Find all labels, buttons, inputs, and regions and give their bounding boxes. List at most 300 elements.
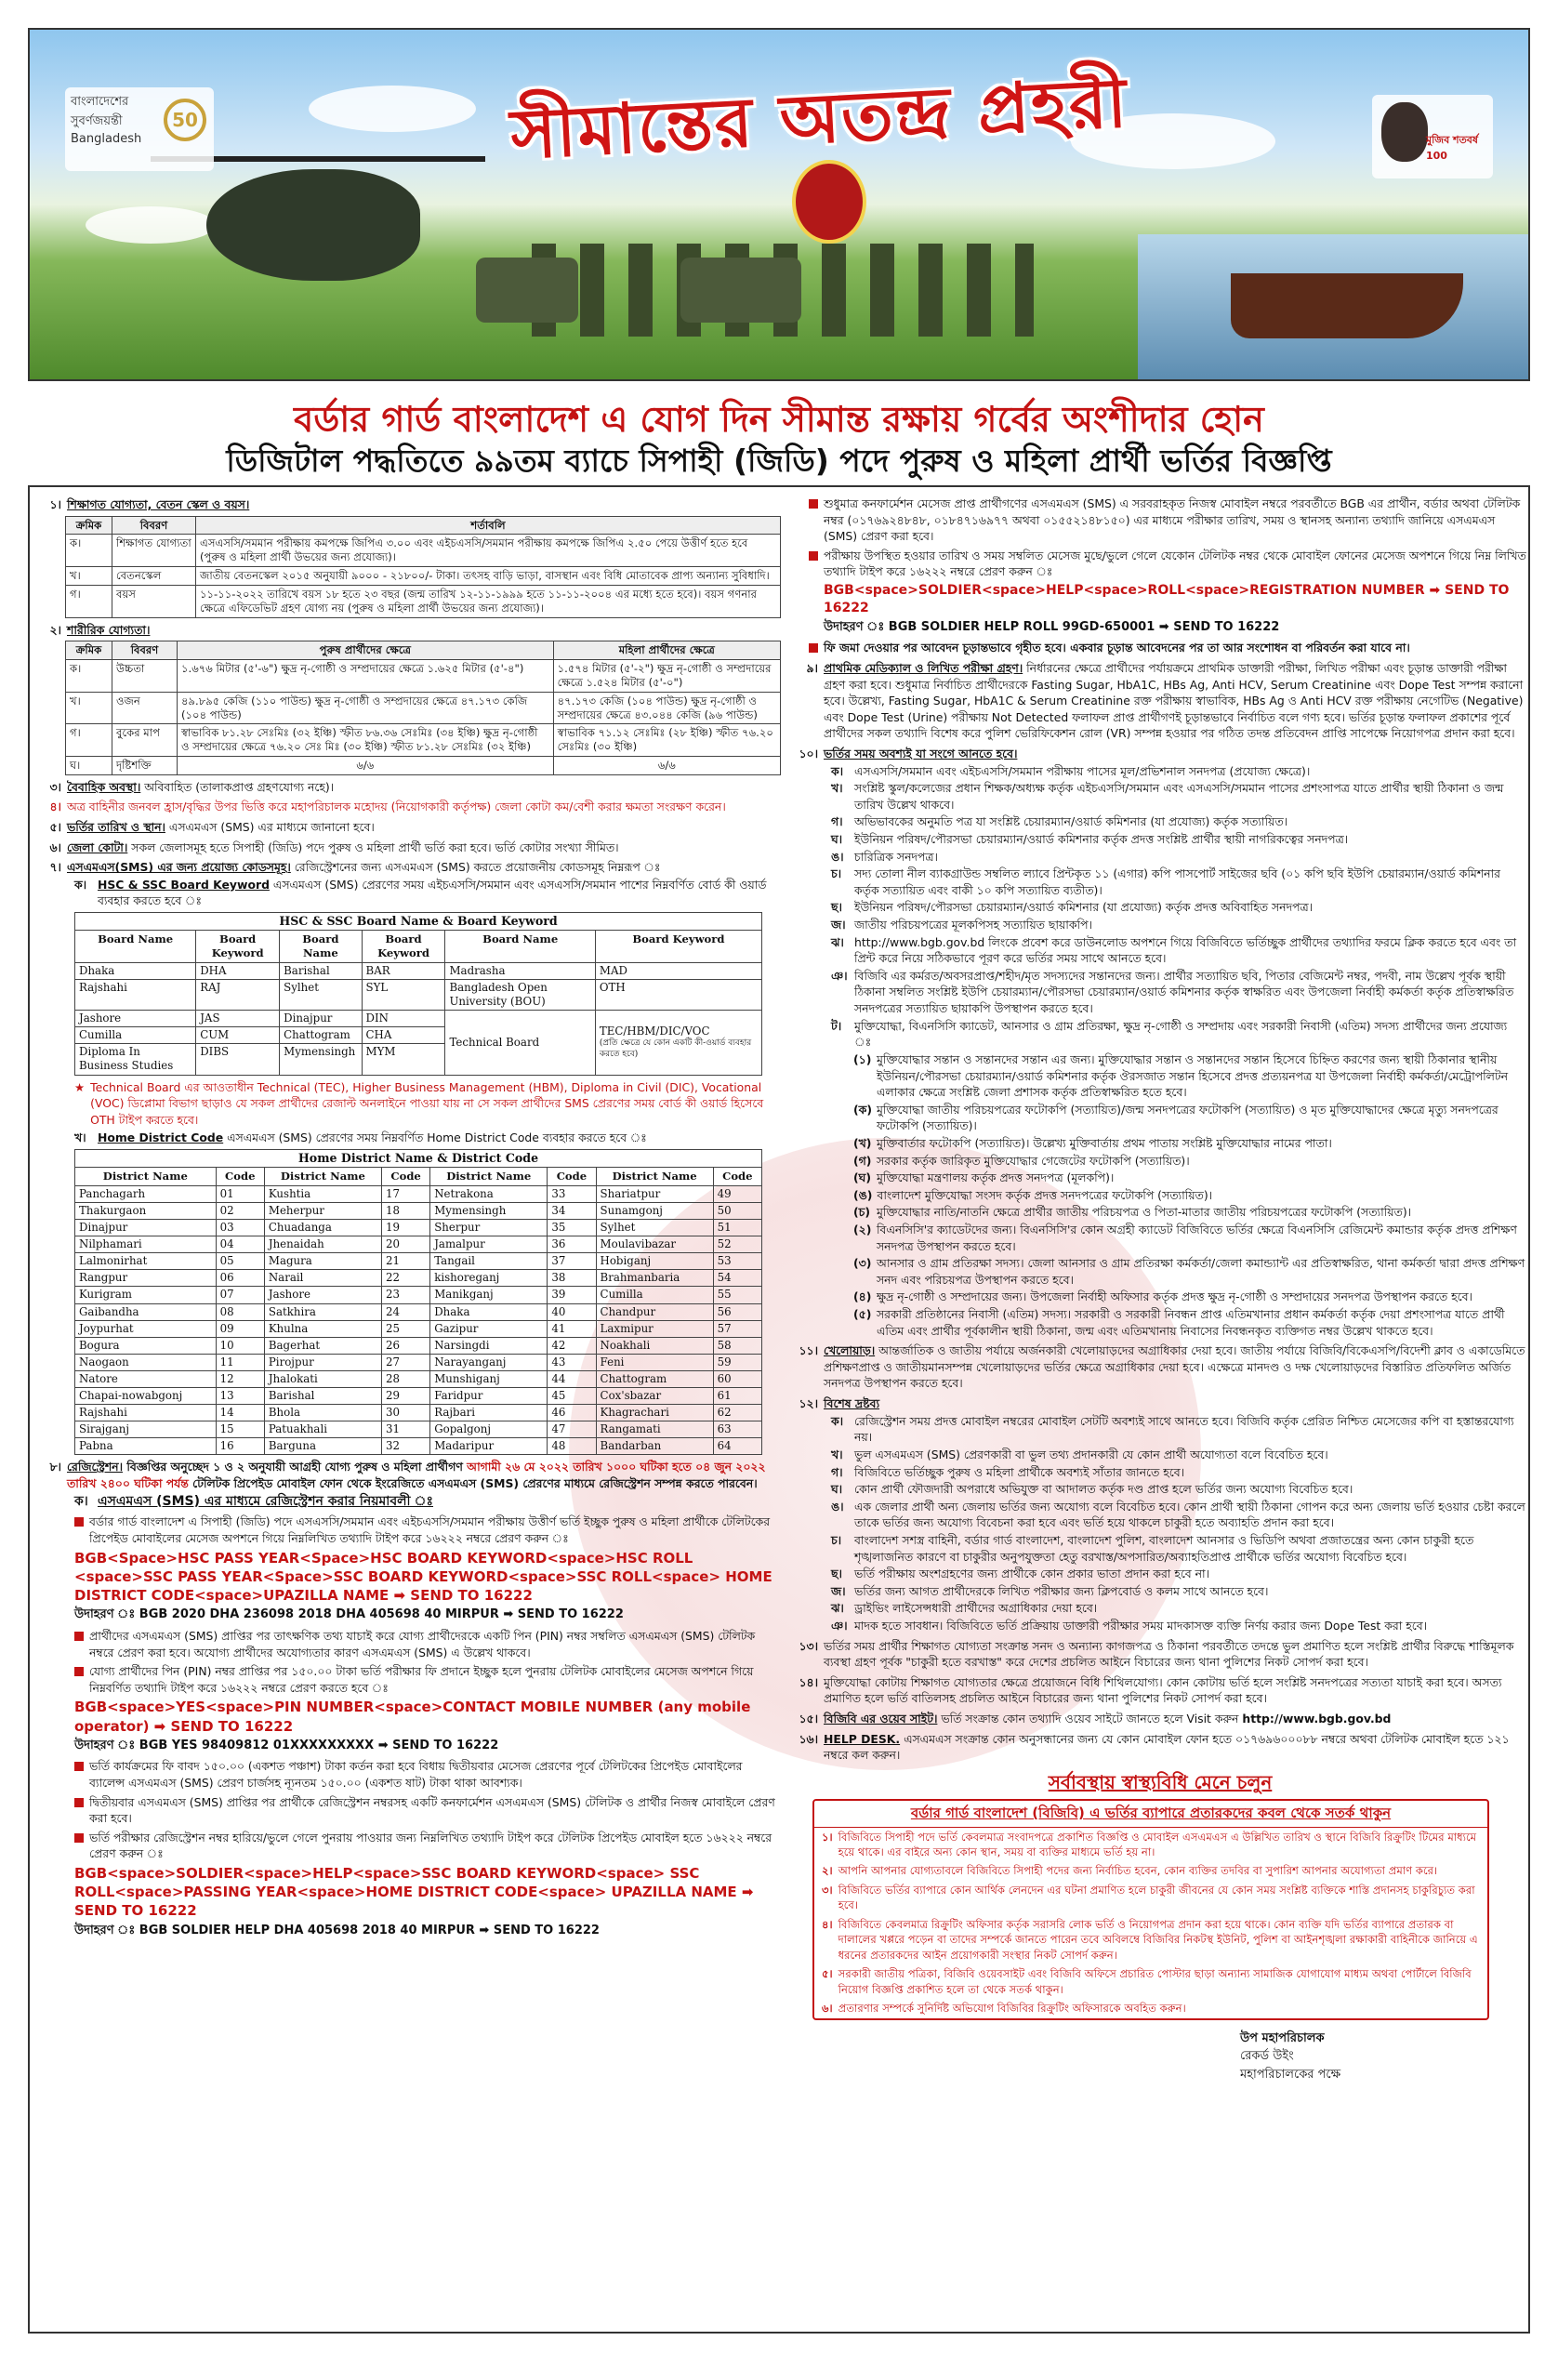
table-cell: Netrakona (430, 1185, 548, 1202)
table-row (66, 660, 781, 693)
table-cell: 01 (216, 1185, 264, 1202)
table-cell: Nilphamari (75, 1236, 217, 1253)
table-cell: 38 (548, 1270, 596, 1287)
section-10 (794, 746, 1526, 762)
table-cell: Chandpur (596, 1303, 713, 1320)
section-text: টেলিটক প্রিপেইড মোবাইল ফোন থেকে ইংরেজিতে এসএমএস (SMS) প্রেরণের মাধ্যমে রেজিস্ট্রেশন সম্পন্ন করতে পারবেন। (192, 1475, 758, 1490)
list-item (853, 1051, 1526, 1101)
signature-line: উপ মহাপরিচালক (1240, 2030, 1325, 2045)
section-number: ১৫। (799, 1712, 818, 1726)
item-text: রেজিস্ট্রেশন সময় প্রদত্ত মোবাইল নম্বরের মোবাইল সেটটি অবশ্যই সাথে আনতে হবে। বিজিবি কর্তৃক প্রেরিত নিশ্চিত মেসেজের কপি বা হস্তান্তরযোগ্য নয়। (854, 1413, 1514, 1445)
section-title: শিক্ষাগত যোগ্যতা, বেতন স্কেল ও বয়স। (67, 497, 250, 511)
section-title: ভর্তির তারিখ ও স্থান। (67, 820, 165, 835)
table-caption: HSC & SSC Board Name & Board Keyword (75, 913, 762, 931)
item-text: সরকার কর্তৃক জারিকৃত মুক্তিযোদ্ধার গেজেটের ফটোকপি (সত্যায়িত)। (877, 1153, 1190, 1168)
item-text: প্রতারণার সম্পর্কে সুনির্দিষ্ট অভিযোগ বিজিবির রিক্রুটিং অফিসারকে অবহিত করুন। (838, 2002, 1186, 2016)
table-cell: 49 (713, 1185, 761, 1202)
table-cell: গ। (66, 724, 112, 757)
table-row (66, 585, 781, 617)
section-text: এসএমএস সংক্রান্ত কোন অনুসন্ধানের জন্য যে কোন মোবাইল ফোন হতে ০১৭৬৯৬০০০৮৮ নম্বরে অথবা টেলিটক মোবাইল হতে ১২১ নম্বরে কল করুন। (824, 1731, 1510, 1763)
required-documents-list (794, 763, 1526, 1051)
table-cell: ১১-১১-২০২২ তারিখে বয়স ১৮ হতে ২৩ বছর (জন্ম তারিখ ১২-১১-১৯৯৯ হতে ১১-১১-২০০৪ এর মধ্যে হতে হবে)। বয়স গণনার ক্ষেত্রে এফিডেভিট গ্রহণ যোগ্য নয় (পুরুষ ও মহিলা প্রার্থী উভয়ের জন্য প্রযোজ্য)। (196, 585, 781, 617)
warning-item (814, 1828, 1487, 1862)
item-label: ঘ। (831, 1482, 843, 1497)
table-cell: 55 (713, 1287, 761, 1303)
table-cell: 56 (713, 1303, 761, 1320)
table-header-row (66, 516, 781, 535)
item-label: ঝ। (831, 1601, 844, 1616)
table-cell: 58 (713, 1337, 761, 1354)
item-text: মুক্তিযোদ্ধা জাতীয় পরিচয়পত্রের ফটোকপি (সত্যায়িত)/জন্ম সনদপত্রের ফটোকপি (সত্যায়িত) ও মৃত মুক্তিযোদ্ধাদের ক্ষেত্রে মৃত্যু সনদপত্রের ফটোকপি (সত্যায়িত)। (877, 1102, 1499, 1133)
table-cell: Naogaon (75, 1354, 217, 1370)
table-row (66, 692, 781, 724)
item-text: ভর্তির জন্য আগত প্রার্থীদেরকে লিখিত পরীক্ষার জন্য ক্লিপবোর্ড ও কলম সাথে আনতে হবে। (854, 1583, 1269, 1598)
section-5 (37, 819, 781, 836)
table-cell: Rajshahi (75, 1405, 217, 1421)
table-cell: Mymensingh (280, 1044, 362, 1075)
table-cell: 28 (381, 1370, 429, 1387)
table-cell: 57 (713, 1320, 761, 1337)
sms-step-3 (74, 1663, 781, 1696)
item-label: (৪) (853, 1289, 872, 1304)
section-4 (37, 799, 781, 815)
table-cell: Khulna (264, 1320, 381, 1337)
table-cell: JAS (196, 1011, 280, 1027)
table-cell: CUM (196, 1027, 280, 1044)
item-text: বিএনসিসি'র ক্যাডেটদের জন্য। বিএনসিসি'র কোন অগ্রহী ক্যাডেট বিজিবিতে ভর্তির ক্ষেত্রে বিএনসিসি রেজিমেন্ট কমান্ডার কর্তৃক প্রদত্ত প্রশিক্ষণ সনদপত্র উপস্থাপন করতে হবে। (877, 1223, 1517, 1253)
section-text: আন্তর্জাতিক ও জাতীয় পর্যায়ে অর্জনকারী খেলোয়াড়দের অগ্রাধিকার দেয়া হবে। জাতীয় পর্যায়ে বিজিবি/বিকেএসপি/বিদেশী ক্লাব ও একাডেমিতে প্রশিক্ষণপ্রাপ্ত ও জাতীয়মানসম্পন্ন খেলোয়াড়দের ভর্তির ক্ষেত্রে অগ্রাধিকার দেয়া হবে। এক্ষেত্রে মানদণ্ড ও দক্ষ খেলোয়াড়দের বিস্তারিত প্রতিফলিত অর্জিত সনদপত্র উপস্থাপন করতে হবে। (824, 1343, 1525, 1391)
section-text: মুক্তিযোদ্ধা কোটায় শিক্ষাগত যোগ্যতার ক্ষেত্রে প্রয়োজনে বিধি শিথিলযোগ্য। কোন কোটায় ভর্তি হলে সংশ্লিষ্ট সনদপত্রের সত্যতা যাচাই করা হবে। অসত্য প্রমাণিত হলে ভর্তি বাতিলসহ প্রচলিত আইনে বিচারের জন্য থানা পুলিশের নিকট সোপর্দ করা হবে। (824, 1674, 1502, 1706)
tech-board-bullet (74, 1079, 781, 1129)
list-item (831, 1413, 1526, 1446)
section-number: ৭। (49, 860, 61, 875)
list-item (831, 968, 1526, 1017)
table-cell: Natore (75, 1370, 217, 1387)
table-cell: 45 (548, 1388, 596, 1405)
table-cell: 23 (381, 1287, 429, 1303)
table-cell: জাতীয় বেতনস্কেল ২০১৫ অনুযায়ী ৯০০০ - ২১৮০০/- টাকা। তৎসহ বাড়ি ভাড়া, বাসস্থান এবং বিধি মোতাবেক প্রাপ্য অন্যান্য সুবিধাদি। (196, 567, 781, 586)
patrol-boat-image (1231, 273, 1463, 338)
item-text: বিজিবি এর কর্মরত/অবসরপ্রাপ্ত/শহীদ/মৃত সদস্যদের সন্তানদের জন্য। প্রার্থীর সত্যায়িত ছবি, পিতার বেজিমেন্ট নম্বর, পদবী, নাম উল্লেখ পূর্বক স্থায়ী ঠিকানা সম্বলিত সংশ্লিষ্ট ইউপি চেয়ারম্যান/পৌরসভা চেয়ারম্যান/ওয়ার্ড কমিশনার কর্তৃক স্বাক্ষরিত এবং উপজেলা নির্বাহী কর্মকর্তা কর্তৃক প্রতিস্বাক্ষরিত সনদপত্রের সত্যায়িত ছায়াকপি উপস্থাপন করতে হবে। (854, 968, 1514, 1016)
table-cell: 60 (713, 1370, 761, 1387)
table-header: Code (713, 1168, 761, 1186)
table-row (66, 724, 781, 757)
table-cell: 24 (381, 1303, 429, 1320)
table-cell: Laxmipur (596, 1320, 713, 1337)
table-cell: ১.৬৭৬ মিটার (৫'-৬") ক্ষুদ্র নৃ-গোষ্ঠী ও সম্প্রদায়ের ক্ষেত্রে ১.৬২৫ মিটার (৫'-৪") (178, 660, 554, 693)
table-cell: শিক্ষাগত যোগ্যতা (112, 535, 196, 567)
bullet-icon (809, 499, 818, 509)
table-cell: Shariatpur (596, 1185, 713, 1202)
item-text: সদ্য তোলা নীল ব্যাকগ্রাউন্ড সম্বলিত ল্যাবে প্রিন্টকৃত ১১ (এগার) কপি পাসপোর্ট সাইজের ছবি (০১ কপি ছবি ইউপি চেয়ারম্যান/ওয়ার্ড কমিশনার কর্তৃক সত্যায়িত এবং বাকী ১০ কপি সত্যায়িত ব্যতীত)। (854, 866, 1500, 897)
table-cell: Satkhira (264, 1303, 381, 1320)
table-row (75, 979, 762, 1010)
table-header: ক্রমিক (66, 641, 112, 660)
table-cell: 31 (381, 1421, 429, 1438)
table-cell: Jhenaidah (264, 1236, 381, 1253)
table-cell: Sirajganj (75, 1421, 217, 1438)
table-cell: খ। (66, 692, 112, 724)
item-text: মাদক হতে সাবধান। বিজিবিতে ভর্তি প্রক্রিয়ায় ডাক্তারী পরীক্ষার সময় মাদকাসক্ত ব্যক্তি নির্ণয় করার জন্য Dope Test করা হবে। (854, 1619, 1428, 1633)
list-item (853, 1135, 1526, 1152)
table-header: Board Keyword (595, 931, 761, 963)
right-column (794, 493, 1526, 2326)
signature-block (1240, 2030, 1526, 2084)
section-number: ১২। (799, 1396, 818, 1411)
list-item (831, 831, 1526, 848)
sms-step-6 (74, 1830, 781, 1862)
item-label: চ। (831, 866, 842, 881)
qualification-table-wrap (65, 516, 781, 618)
table-header: Code (216, 1168, 264, 1186)
table-cell: Jhalokati (264, 1370, 381, 1387)
table-cell: RAJ (196, 979, 280, 1010)
section-number: ৬। (49, 840, 61, 854)
table-row (75, 1337, 762, 1354)
item-text: মুক্তিযোদ্ধা মন্ত্রণালয় কর্তৃক প্রদত্ত সনদপত্র (মূলকপি)। (877, 1170, 1115, 1185)
table-cell: 15 (216, 1421, 264, 1438)
table-cell: Rajshahi (75, 979, 196, 1010)
sms-example-2: উদাহরণ ঃ BGB YES 98409812 01XXXXXXXXX ➡ SEND TO 16222 (74, 1738, 499, 1752)
table-cell: 02 (216, 1202, 264, 1219)
table-cell: Dinajpur (75, 1220, 217, 1236)
table-cell: ৪৯.৮৯৫ কেজি (১১০ পাউন্ড) ক্ষুদ্র নৃ-গোষ্ঠী ও সম্প্রদায়ের ক্ষেত্রে ৪৭.১৭৩ কেজি (১০৪ পাউন্ড) (178, 692, 554, 724)
table-cell: Dhaka (75, 962, 196, 979)
website-link[interactable]: http://www.bgb.gov.bd (1242, 1712, 1392, 1726)
table-cell: 36 (548, 1236, 596, 1253)
table-cell: Gopalgonj (430, 1421, 548, 1438)
item-label: ৩। (822, 1883, 833, 1897)
district-code-intro (74, 1130, 781, 1146)
table-header: ক্রমিক (66, 516, 112, 535)
tech-board-text: Technical Board এর আওতাধীন Technical (TEC), Higher Business Management (HBM), Diploma in Civil (DIC), Vocational (VOC) ডিপ্লোমা বিভাগ ছাড়াও যে সকল প্রার্থীদের রেজাল্ট অনলাইনে পাওয়া যায় না সে সকল প্রার্থীদের SMS প্রেরণের সময় বোর্ড কী ওয়ার্ড হিসেবে OTH টাইপ করতে হবে। (90, 1079, 764, 1127)
section-16 (794, 1731, 1526, 1764)
item-label: ১। (822, 1830, 833, 1844)
table-cell: 27 (381, 1354, 429, 1370)
step-text: দ্বিতীয়বার এসএমএস (SMS) প্রাপ্তির পর প্রার্থীকে রেজিস্ট্রেশন নম্বরসহ একটি কনফার্মেশন এসএমএস (SMS) টেলিটক ও প্রার্থীর নিজস্ব মোবাইলে প্রেরণ করা হবে। (89, 1794, 775, 1826)
section-7 (37, 859, 781, 876)
item-label: (১) (853, 1051, 872, 1066)
item-label: জ। (831, 918, 846, 932)
sms-format-4: BGB<space>SOLDIER<space>HELP<space>ROLL<space>REGISTRATION NUMBER ➡ SEND TO 16222 (824, 583, 1510, 615)
table-cell: এসএসসি/সমমান পরীক্ষায় কমপক্ষে জিপিএ ৩.০০ এবং এইচএসসি/সমমান পরীক্ষায় কমপক্ষে জিপিএ ২.৫০ পেয়ে উত্তীর্ণ হতে হবে (পুরুষ ও মহিলা প্রার্থী উভয়ের জন্য প্রযোজ্য)। (196, 535, 781, 567)
forgot-schedule-note (809, 548, 1526, 580)
item-title: এসএমএস (SMS) এর মাধ্যমে রেজিস্ট্রেশন করার নিয়মাবলী ঃ (98, 1493, 434, 1509)
list-item (853, 1255, 1526, 1288)
bullet-icon (74, 1762, 84, 1771)
item-label: গ। (831, 814, 843, 829)
mujib-borsho-logo (1372, 95, 1493, 178)
table-cell: 59 (713, 1354, 761, 1370)
section-3 (37, 779, 781, 796)
table-cell: গ। (66, 585, 112, 617)
section-9 (794, 660, 1526, 742)
item-text: বাংলাদেশ মুক্তিযোদ্ধা সংসদ কর্তৃক প্রদত্ত সনদপত্রের ফটোকপি (সত্যায়িত)। (877, 1187, 1213, 1202)
health-slogan: সর্বাবস্থায় স্বাস্থ্যবিধি মেনে চলুন (1048, 1770, 1273, 1793)
item-label: (খ) (853, 1135, 872, 1150)
table-row (75, 1236, 762, 1253)
item-label: খ। (831, 781, 843, 796)
section-8 (37, 1459, 781, 1491)
item-text: এসএমএস (SMS) প্রেরণের সময় নিম্নবর্ণিত Home District Code ব্যবহার করতে হবে ঃ (227, 1130, 647, 1145)
subheadline: ডিজিটাল পদ্ধতিতে ৯৯তম ব্যাচে সিপাহী (জিডি) পদে পুরুষ ও মহিলা প্রার্থী ভর্তির বিজ্ঞপ্তি (226, 443, 1332, 479)
item-text: ড্রাইভিং লাইসেন্সধারী প্রার্থীদের অগ্রাধিকার দেয়া হবে। (854, 1601, 1098, 1616)
table-cell: ওজন (112, 692, 178, 724)
step-text: বর্ডার গার্ড বাংলাদেশ এ সিপাহী (জিডি) পদে এসএসসি/সমমান এবং এইচএসসি/সমমান পরীক্ষায় উত্তীর্ণ ভর্তি ইচ্ছুক পুরুষ ও মহিলা প্রার্থীকে টেলিটকের প্রিপেইড মোবাইলের মেসেজ অপশনে গিয়ে নিম্নলিখিত তথ্যাদি টাইপ করে ১৬২২২ নম্বরে প্রেরণ করুন ঃ (89, 1514, 771, 1546)
table-cell: Chattogram (596, 1370, 713, 1387)
table-cell: Jamalpur (430, 1236, 548, 1253)
list-item (831, 1447, 1526, 1463)
table-row (75, 1405, 762, 1421)
warning-item (814, 1861, 1487, 1880)
list-item (831, 1481, 1526, 1498)
list-item (853, 1204, 1526, 1221)
quota-documents-list (794, 1051, 1526, 1339)
table-row (75, 1202, 762, 1219)
table-cell: 52 (713, 1236, 761, 1253)
list-item (831, 1499, 1526, 1531)
section-text: অবিবাহিত (তালাকপ্রাপ্ত গ্রহণযোগ্য নহে)। (144, 779, 335, 794)
section-title: বৈবাহিক অবস্থা। (67, 779, 141, 794)
table-header: বিবরণ (112, 641, 178, 660)
section-title: বিজিবি এর ওয়েব সাইট। (824, 1712, 938, 1726)
table-header: Board Name (280, 931, 362, 963)
table-cell: 39 (548, 1287, 596, 1303)
table-cell: Gazipur (430, 1320, 548, 1337)
table-cell: Bangladesh Open University (BOU) (445, 979, 595, 1010)
table-cell: Cumilla (596, 1287, 713, 1303)
table-cell: 18 (381, 1202, 429, 1219)
item-text: জাতীয় পরিচয়পত্রের মূলকপিসহ সত্যায়িত ছায়াকপি। (854, 918, 1092, 932)
logo-left-text: বাংলাদেশের সুবর্ণজয়ন্তী Bangladesh (71, 95, 142, 146)
section-title: বিশেষ দ্রষ্টব্য (824, 1396, 880, 1411)
table-cell: ক। (66, 535, 112, 567)
table-cell: 47 (548, 1421, 596, 1438)
item-label: জ। (831, 1583, 846, 1598)
board-table-wrap (74, 912, 762, 1075)
section-number: ২। (49, 622, 61, 637)
item-label: (ঙ) (853, 1187, 873, 1202)
table-cell: Magura (264, 1253, 381, 1270)
item-text: সরকারী জাতীয় পত্রিকা, বিজিবি ওয়েবসাইট এবং বিজিবি অফিসে প্রচারিত পোস্টার ছাড়া অন্যান্য সামাজিক যোগাযোগ মাধ্যম অথবা পোর্টালে বিজিবি নিয়োগ বিজ্ঞপ্তি প্রকাশিত হলে তা থেকে সতর্ক থাকুন। (838, 1967, 1472, 1996)
table-cell: Lalmonirhat (75, 1253, 217, 1270)
list-item (853, 1102, 1526, 1134)
section-title: খেলোয়াড়। (824, 1343, 876, 1358)
left-column (37, 493, 781, 2326)
section-2 (37, 622, 781, 639)
content-area (28, 485, 1530, 2334)
item-label: ৫। (822, 1967, 833, 1981)
table-cell: Barishal (280, 962, 362, 979)
list-item (831, 1464, 1526, 1481)
list-item (853, 1306, 1526, 1339)
table-cell: 62 (713, 1405, 761, 1421)
logo-left-number: 50 (172, 109, 198, 131)
warning-item (814, 1881, 1487, 1915)
table-cell: 19 (381, 1220, 429, 1236)
section-title: ভর্তির সময় অবশ্যই যা সংগে আনতে হবে। (824, 746, 1018, 760)
section-13 (794, 1638, 1526, 1671)
table-cell: 50 (713, 1202, 761, 1219)
warning-item (814, 1999, 1487, 2017)
item-text: মুক্তিযোদ্ধার নাতি/নাতনি ক্ষেত্রে প্রার্থীর জাতীয় পরিচয়পত্র ও পিতা-মাতার জাতীয় পরিচয়পত্রের ফটোকপি (সত্যায়িত)। (877, 1205, 1412, 1220)
table-cell: DIN (362, 1011, 445, 1027)
step-text: যোগ্য প্রার্থীদের পিন (PIN) নম্বর প্রাপ্তির পর ১৫০.০০ টাকা ভর্তি পরীক্ষার ফি প্রদানে ইচ্ছুক হলে পুনরায় টেলিটক মোবাইলের মেসেজ অপশনে গিয়ে নিম্নবর্ণিত তথ্যাদি টাইপ করে ১৬২২২ নম্বরে প্রেরণ করতে হবে ঃ (89, 1664, 754, 1695)
table-cell: 44 (548, 1370, 596, 1387)
item-label: ট। (831, 1018, 842, 1033)
sms-rules-heading (74, 1493, 781, 1512)
section-number: ১১। (799, 1343, 818, 1358)
item-text: মুক্তিবার্তার ফটোকপি (সত্যায়িত)। উল্লেখ্য মুক্তিবার্তায় প্রথম পাতায় সংশ্লিষ্ট মুক্তিযোদ্ধার নামের পাতা। (877, 1135, 1332, 1150)
table-row (66, 535, 781, 567)
section-text: এসএমএস (SMS) এর মাধ্যমে জানানো হবে। (168, 820, 375, 835)
board-keyword-table (74, 912, 762, 1075)
table-cell: 30 (381, 1405, 429, 1421)
mujib-borsho-text: মুজিব শতবর্ষ 100 (1426, 134, 1478, 162)
item-text: বিজিবিতে ভর্তিচ্ছুক পুরুষ ও মহিলা প্রার্থীকে অবশ্যই সাঁতার জানতে হবে। (854, 1464, 1185, 1479)
item-label: ক। (74, 877, 87, 892)
list-item (831, 899, 1526, 916)
table-header: মহিলা প্রার্থীদের ক্ষেত্রে (553, 641, 780, 660)
table-cell: 54 (713, 1270, 761, 1287)
section-title: এসএমএস(SMS) এর জন্য প্রয়োজ্য কোডসমূহ। (67, 860, 291, 875)
fifty-badge-icon (164, 99, 206, 141)
table-cell: SYL (362, 979, 445, 1010)
signature-line: রেকর্ড উইং (1240, 2049, 1294, 2064)
table-cell: Dinajpur (280, 1011, 362, 1027)
list-item (853, 1289, 1526, 1305)
item-text: সংশ্লিষ্ট স্কুল/কলেজের প্রধান শিক্ষক/অধ্যক্ষ কর্তৃক এইচএসসি/সমমান এবং এসএসসি/সমমান পাসের প্রশংসাপত্র যাতে প্রার্থীর স্থায়ী ঠিকানা ও জন্ম তারিখ উল্লেখ থাকবে। (854, 781, 1504, 812)
table-cell: Tangail (430, 1253, 548, 1270)
note-text: পরীক্ষায় উপস্থিত হওয়ার তারিখ ও সময় সম্বলিত মেসেজ মুছে/ভুলে গেলে যেকোন টেলিটক নম্বর থেকে মোবাইল ফোনের মেসেজ অপশনে গিয়ে নিম্ন লিখিত তথ্যাদি টাইপ করে ১৬২২২ নম্বরে প্রেরণ করুন ঃ (824, 548, 1526, 579)
physical-table-wrap (65, 641, 781, 775)
table-cell: বুকের মাপ (112, 724, 178, 757)
item-text: ভর্তি পরীক্ষায় অংশগ্রহণের জন্য প্রার্থীকে কোন প্রকার ভাতা প্রদান করা হবে না। (854, 1567, 1210, 1581)
table-header: Code (548, 1168, 596, 1186)
item-label: (গ) (853, 1153, 872, 1168)
item-label: গ। (831, 1464, 843, 1479)
table-row (75, 1421, 762, 1438)
table-row (75, 1011, 762, 1027)
section-text: ভর্তি সংক্রান্ত কোন তথ্যাদি ওয়েব সাইটে জানতে হলে Visit করুন (941, 1712, 1239, 1726)
table-cell: Moulavibazar (596, 1236, 713, 1253)
table-cell: 08 (216, 1303, 264, 1320)
table-cell: Rajbari (430, 1405, 548, 1421)
list-item (853, 1187, 1526, 1204)
physical-table (65, 641, 781, 775)
table-cell: Joypurhat (75, 1320, 217, 1337)
table-cell: বয়স (112, 585, 196, 617)
item-label: (৩) (853, 1256, 872, 1271)
warning-item (814, 1915, 1487, 1964)
section-number: ১০। (799, 746, 818, 760)
table-cell: 37 (548, 1253, 596, 1270)
table-cell: Barguna (264, 1438, 381, 1455)
table-cell: 63 (713, 1421, 761, 1438)
section-title: প্রাথমিক মেডিক্যাল ও লিখিত পরীক্ষা গ্রহণ। (824, 660, 1023, 675)
item-text: সরকারী প্রতিষ্ঠানের নিবাসী (এতিম) সদস্য। সরকারী ও সরকারী নিবন্ধন প্রাপ্ত এতিমখানার প্রধান কর্মকর্তা কর্তৃক দেয়া প্রশংসাপত্র যাতে প্রার্থী এতিম এবং প্রার্থীর পূর্বকালীন স্থায়ী ঠিকানা, জন্ম এবং এতিমখানায় নিবাসের নিবন্ধনকৃত ব্যক্তিগত নম্বর উল্লেখ থাকতে হবে। (877, 1307, 1505, 1338)
sms-step-2 (74, 1628, 781, 1660)
table-cell: Jashore (75, 1011, 196, 1027)
table-cell: Bandarban (596, 1438, 713, 1455)
list-item (831, 1600, 1526, 1617)
table-cell: Diploma In Business Studies (75, 1044, 196, 1075)
item-label: ছ। (831, 900, 842, 915)
sms-format-1: BGB<Space>HSC PASS YEAR<Space>HSC BOARD KEYWORD<space>HSC ROLL <space>SSC PASS YEAR<Space>SSC BOARD KEYWORD<space>SSC ROLL<space> HOME DISTRICT CODE<space>UPAZILLA NAME ➡ SEND TO 16222 (74, 1549, 772, 1605)
banner-title: সীমান্তের অতন্দ্র প্রহরী (508, 62, 1131, 176)
list-item (831, 934, 1526, 967)
step-text: প্রার্থীদের এসএমএস (SMS) প্রাপ্তির পর তাৎক্ষণিক তথ্য যাচাই করে যোগ্য প্রার্থীদেরকে একটি পিন (PIN) নম্বর সম্বলিত এসএমএস (SMS) টেলিটক নম্বরে প্রেরণ করা হবে। অযোগ্য প্রার্থীদের অযোগ্যতার কারণ এসএমএস (SMS) এ উল্লেখ থাকবে। (89, 1628, 756, 1659)
table-cell: Rangpur (75, 1270, 217, 1287)
table-row (75, 1287, 762, 1303)
section-number: ১। (49, 497, 61, 511)
table-cell: Dhaka (430, 1303, 548, 1320)
item-text: বিজিবিতে কেবলমাত্র রিক্রুটিং অফিসার কর্তৃক সরাসরি লোক ভর্তি ও নিয়োগপত্র প্রদান করা হয়ে থাকে। কোন ব্যক্তি যদি ভর্তির ব্যাপারে প্রতারক বা দালালের খপ্পরে পড়েন বা তাদের সম্পর্কে জানতে পারেন তবে অবিলম্বে বিজিবির নিকটস্থ ইউনিট, পুলিশ বা আইনশৃঙ্খলা রক্ষাকারী বাহিনীকে জানিয়ে এ ধরনের প্রতারকদের আইন প্রয়োগকারী সংস্থার নিকট সোপর্দ করুন। (838, 1917, 1478, 1962)
list-item (831, 917, 1526, 933)
table-cell: খ। (66, 567, 112, 586)
sms-example-3: উদাহরণ ঃ BGB SOLDIER HELP DHA 405698 2018 40 MIRPUR ➡ SEND TO 16222 (74, 1923, 600, 1937)
table-header: Board Name (75, 931, 196, 963)
bullet-icon (809, 551, 818, 561)
item-label: ক। (74, 1493, 88, 1509)
table-header-row (75, 1168, 762, 1186)
table-caption: Home District Name & District Code (75, 1149, 762, 1167)
fee-final-note (809, 640, 1526, 656)
item-label: খ। (831, 1447, 843, 1461)
section-15 (794, 1711, 1526, 1727)
list-item (853, 1222, 1526, 1254)
item-label: (২) (853, 1223, 872, 1236)
item-label: ক। (831, 763, 844, 778)
table-header: Board Name (445, 931, 595, 963)
table-cell: DIBS (196, 1044, 280, 1075)
table-cell: ৬/৬ (553, 756, 780, 774)
table-cell: Narsingdi (430, 1337, 548, 1354)
item-title: Home District Code (98, 1130, 224, 1145)
item-text: বিজিবিতে ভর্তির ব্যাপারে কোন আর্থিক লেনদেন এর ঘটনা প্রমাণিত হলে চাকুরী জীবনের যে কোন সময় সংশ্লিষ্ট ব্যক্তিকে শাস্তি প্রদানসহ চাকুরিচ্যুত করা হবে। (838, 1883, 1475, 1912)
item-text: http://www.bgb.gov.bd লিংকে প্রবেশ করে ডাউনলোড অপশনে গিয়ে বিজিবিতে ভর্তিচ্ছুক প্রার্থীদের তথ্যাদির ফরমে ক্লিক করতে হবে এবং তা প্রিন্ট করে নিয়ে সঠিকভাবে পূরণ করে ভর্তির সময় সাথে আনতে হবে। (854, 934, 1517, 966)
table-cell: Jashore (264, 1287, 381, 1303)
list-item (831, 780, 1526, 813)
table-cell: Thakurgaon (75, 1202, 217, 1219)
table-cell: Mymensingh (430, 1202, 548, 1219)
section-12 (794, 1395, 1526, 1412)
item-text: অভিভাবকের অনুমতি পত্র যা সংশ্লিষ্ট চেয়ারম্যান/ওয়ার্ড কমিশনার (যা প্রযোজ্য) কর্তৃক সত্যায়িত। (854, 814, 1288, 829)
table-cell: 04 (216, 1236, 264, 1253)
table-row (75, 1303, 762, 1320)
table-row (75, 1253, 762, 1270)
table-cell: Gaibandha (75, 1303, 217, 1320)
table-cell: Munshiganj (430, 1370, 548, 1387)
table-cell: OTH (595, 979, 761, 1010)
item-title: HSC & SSC Board Keyword (98, 877, 270, 892)
section-number: ৩। (49, 779, 61, 794)
helicopter-image (206, 169, 420, 281)
table-cell: CHA (362, 1027, 445, 1044)
table-cell: 03 (216, 1220, 264, 1236)
table-cell: ঘ। (66, 756, 112, 774)
table-cell: 07 (216, 1287, 264, 1303)
item-text: মুক্তিযোদ্ধা, বিএনসিসি ক্যাডেট, আনসার ও গ্রাম প্রতিরক্ষা, ক্ষুদ্র নৃ-গোষ্ঠী ও সম্প্রদায় এবং সরকারী নিবাসী (এতিম) সদস্য প্রার্থীদের জন্য প্রযোজ্য ঃ (854, 1018, 1508, 1050)
table-cell: 26 (381, 1337, 429, 1354)
signature-line: মহাপরিচালকের পক্ষে (1240, 2067, 1341, 2082)
section-number: ৮। (49, 1460, 61, 1474)
table-cell: 11 (216, 1354, 264, 1370)
tech-board-note: (প্রতি ক্ষেত্রে যে কোন একটি কী-ওয়ার্ড ব্যবহার করতে হবে) (599, 1038, 752, 1059)
item-label: ঘ। (831, 831, 843, 846)
table-row (75, 1370, 762, 1387)
table-header-row (66, 641, 781, 660)
